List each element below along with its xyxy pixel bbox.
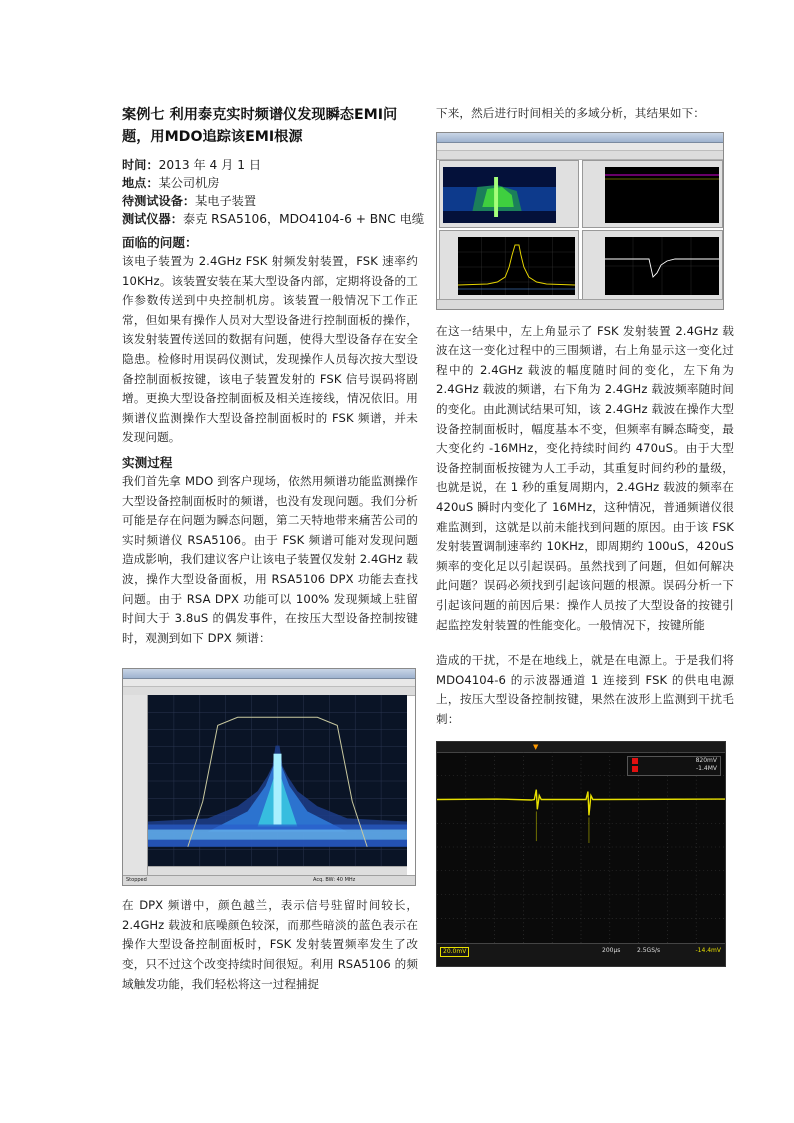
scope-trigger-level[interactable]: -14.4mV: [695, 947, 721, 955]
article-title: 案例七 利用泰克实时频谱仪发现瞬态EMI问题，用MDO追踪该EMI根源: [122, 107, 398, 145]
dpx-status-bar: [123, 875, 415, 885]
md-spectrum-graphic: [458, 237, 575, 295]
scope-timebase[interactable]: 200µs: [602, 947, 621, 955]
scope-sample-rate: 2.5GS/s: [637, 947, 661, 955]
dpx-screenshot: [122, 668, 416, 886]
oscilloscope-screenshot: [436, 741, 726, 967]
scope-readout-2: -1.4MV: [696, 765, 717, 773]
md-panel-amplitude: [582, 160, 723, 228]
right-paragraph-1: 在这一结果中，左上角显示了 FSK 发射装置 2.4GHz 载波在这一变化过程中的三围频谱，右上角显示这一变化过程中的 2.4GHz 载波的幅度随时间的变化，左下角为 2.4GHz 载波的频谱，右下角为 2.4GHz 载波频率随时间的变化。由此测试结果可知，该 2.4GHz 载波在操作大型设备控制面板时，幅度基本不变，但频率有瞬态畸变，最大变化约 -16MHz，变化持续时间约 470uS。由于大型设备控制面板按键为人工手动，其重复时间约秒的量级，也就是说，在 1 秒的重复周期内，2.4GHz 载波的频率在 420uS 瞬时内变化了 16MHz，这种情况，普通频谱仪很难监测到，这就是以前未能找到问题的原因。由于该 FSK 发射装置调制速率约 10KHz，即周期约 100uS，420uS 频率的变化足以引起误码。虽然找到了问题，但如何解决此问题？误码必须找到引起该问题的根源。误码分析一下引起该问题的前因后果：操作人员按了大型设备的按键引起监控发射装置的性能变化。一般情况下，按键所能: [436, 323, 734, 632]
md-panel-spectrogram: [439, 160, 579, 228]
right-intro: 下来，然后进行时间相关的多域分析，其结果如下：: [436, 106, 705, 120]
scope-graticule: [437, 752, 725, 944]
md-panel-spectrum: [439, 230, 579, 300]
md-amplitude-graphic: [605, 167, 719, 223]
trigger-marker-icon: ▼: [533, 743, 539, 752]
meta-location: 地点：某公司机房: [122, 176, 220, 190]
dpx-side-panel: [123, 695, 148, 875]
dpx-status-left: Stopped: [126, 877, 147, 884]
scope-bottom-bar: [437, 943, 725, 966]
md-status-bar: [437, 299, 723, 309]
md-toolbar: [437, 151, 723, 160]
dpx-spectrum-graphic: [148, 695, 407, 867]
md-spectrogram-graphic: [443, 167, 556, 223]
process-paragraph: 我们首先拿 MDO 到客户现场，依然用频谱功能监测操作大型设备控制面板时的频谱，也没有发现问题。我们分析可能是存在问题为瞬态问题，第二天特地带来痛苦公司的实时频谱仪 RSA5106。由于 FSK 频谱可能对发现问题造成影响，我们建议客户让该电子装置仅发射 2.4GHz 载波，操作大型设备面板，用 RSA5106 DPX 功能去查找问题。由于 RSA DPX 功能可以 100% 发现频域上驻留时间大于 3.8uS 的偶发事件，在按压大型设备控制按键时，观测到如下 DPX 频谱：: [122, 473, 418, 645]
dpx-caption: 在 DPX 频谱中，颜色越兰，表示信号驻留时间较长，2.4GHz 载波和底噪颜色较深，而那些暗淡的蓝色表示在操作大型设备控制面板时，FSK 发射装置频率发生了改变，只不过这个改变持续时间很短。利用 RSA5106 的频域触发功能，我们轻松将这一过程捕捉: [122, 898, 418, 991]
multidomain-screenshot: [436, 132, 724, 310]
scope-waveform-graphic: [437, 752, 725, 944]
meta-block: [122, 156, 425, 228]
problem-paragraph: 该电子装置为 2.4GHz FSK 射频发射装置，FSK 速率约 10KHz。该装置安装在某大型设备内部，定期将设备的工作参数传送到中央控制机房。该装置一般情况下工作正常，但如果有操作人员对大型设备进行控制面板的操作，该发射装置传送回的数据有问题，使得大型设备存在安全隐患。检修时用误码仪测试，发现操作人员每次按大型设备控制面板按键，该电子装置发射的 FSK 信号误码将剧增。更换大型设备控制面板及相关连接线，情况依旧。用频谱仪监测操作大型设备控制面板时的 FSK 频谱，并未发现问题。: [122, 254, 418, 445]
dpx-menu-bar: [123, 679, 415, 687]
meta-device: 待测试设备：某电子装置: [122, 194, 257, 208]
md-frequency-graphic: [605, 237, 719, 295]
process-heading: 实测过程: [122, 454, 173, 470]
problem-heading: 面临的问题：: [122, 235, 198, 250]
meta-instrument: 测试仪器：泰克 RSA5106，MDO4104-6 + BNC 电缆: [122, 212, 425, 226]
right-column: [436, 104, 734, 967]
md-window-titlebar: [437, 133, 723, 143]
dpx-display: [148, 695, 407, 867]
scope-readout-box: [627, 756, 721, 776]
dpx-status-mid: Acq. BW: 40 MHz: [313, 877, 356, 884]
meta-date: 时间：2013 年 4 月 1 日: [122, 158, 262, 172]
scope-readout-1: 820mV: [695, 757, 717, 765]
dpx-window-titlebar: [123, 669, 415, 679]
right-paragraph-2: 造成的干扰，不是在地线上，就是在电源上。于是我们将 MDO4104-6 的示波器通道 1 连接到 FSK 的供电电源上，按压大型设备控制按键，果然在波形上监测到干扰毛刺：: [436, 653, 734, 726]
md-panel-frequency: [582, 230, 723, 300]
md-menu-bar: [437, 143, 723, 151]
left-column: [122, 104, 425, 994]
dpx-readout-bar: [148, 866, 407, 875]
scope-channel-scale[interactable]: 20.0mV: [440, 947, 469, 957]
